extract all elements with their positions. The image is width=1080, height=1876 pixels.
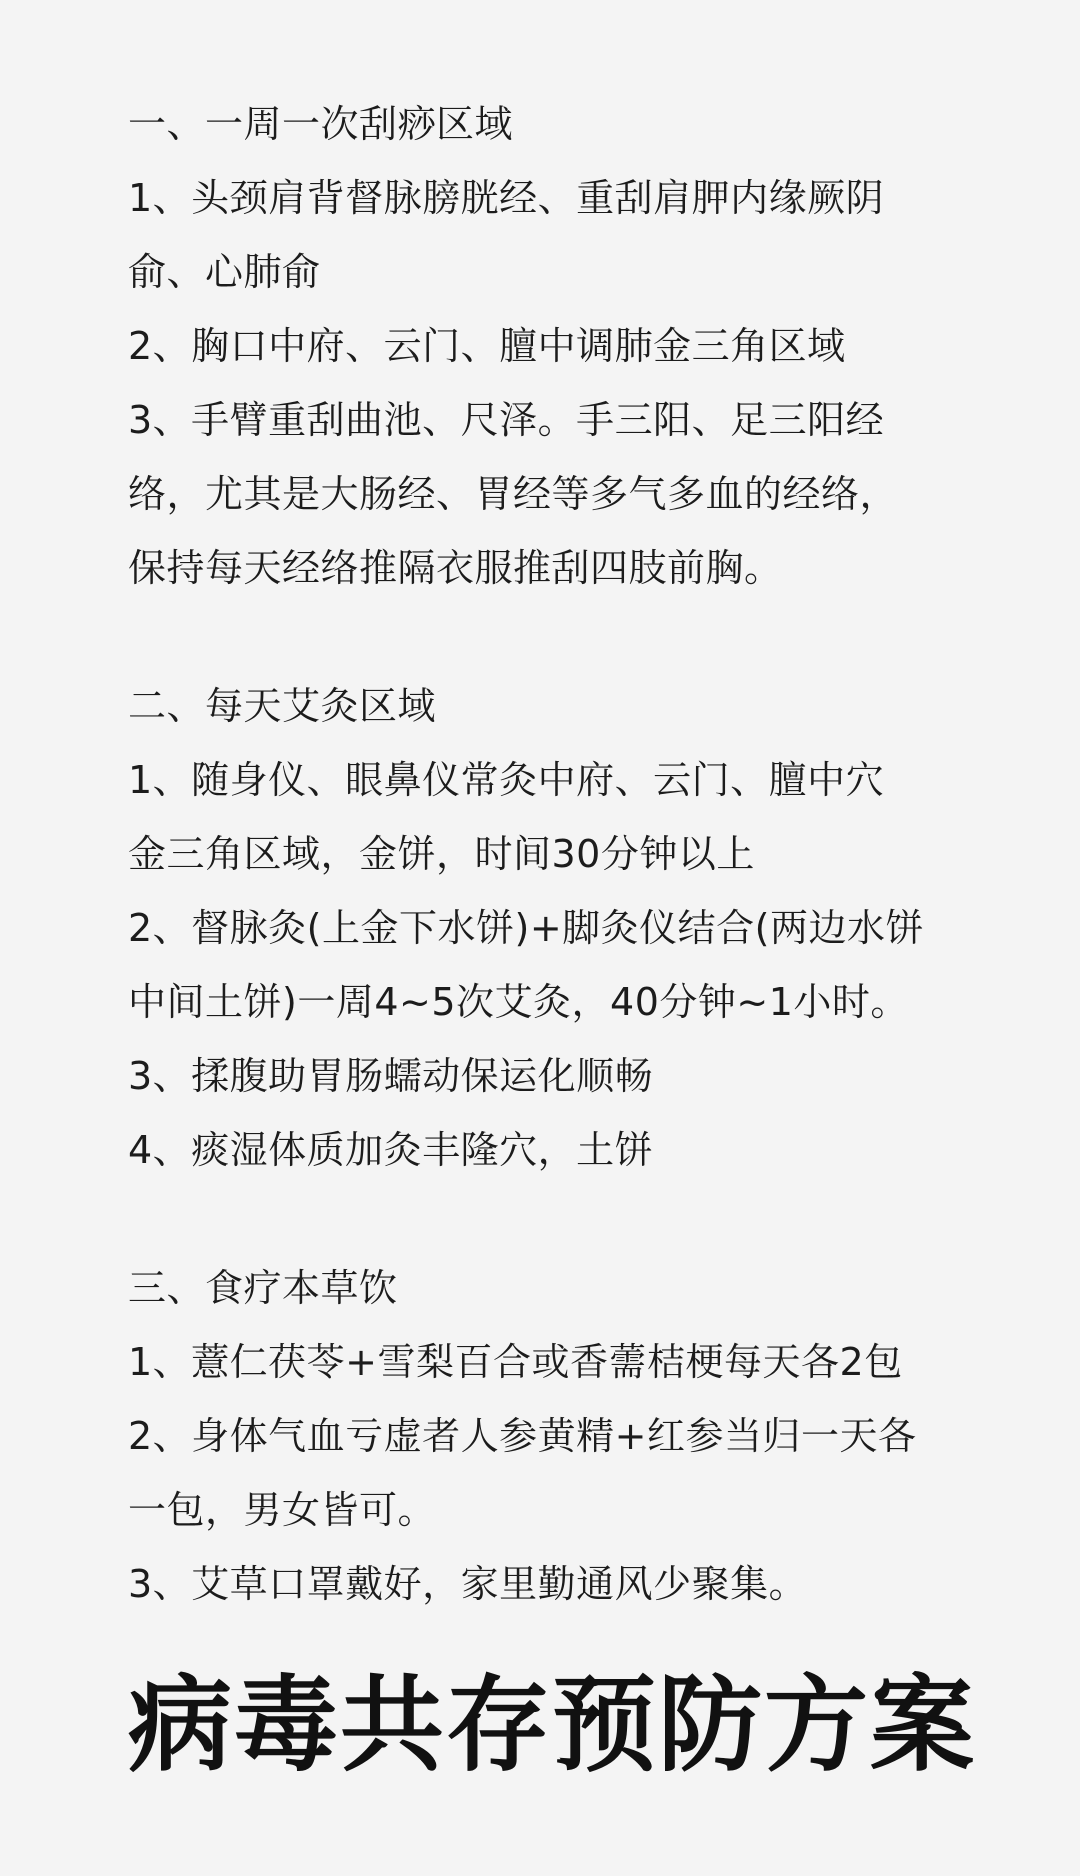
section-line: 3、揉腹助胃肠蠕动保运化顺畅 xyxy=(128,1054,654,1098)
section-scraping xyxy=(128,87,948,605)
section-moxibustion xyxy=(128,669,948,1187)
section-line: 金三角区域，金饼，时间30分钟以上 xyxy=(128,832,755,876)
section-line: 4、痰湿体质加灸丰隆穴，土饼 xyxy=(128,1128,654,1172)
section-line: 3、艾草口罩戴好，家里勤通风少聚集。 xyxy=(128,1562,808,1606)
section-line: 1、随身仪、眼鼻仪常灸中府、云门、膻中穴 xyxy=(128,758,885,802)
section-line: 1、薏仁茯苓+雪梨百合或香薷桔梗每天各2包 xyxy=(128,1340,903,1384)
section-line: 2、胸口中府、云门、膻中调肺金三角区域 xyxy=(128,324,846,368)
section-line: 俞、心肺俞 xyxy=(128,250,321,294)
section-line: 3、手臂重刮曲池、尺泽。手三阳、足三阳经 xyxy=(128,398,885,442)
section-line: 一包，男女皆可。 xyxy=(128,1488,437,1532)
section-heading: 一、一周一次刮痧区域 xyxy=(128,102,514,146)
section-heading: 三、食疗本草饮 xyxy=(128,1266,398,1310)
section-line: 2、身体气血亏虚者人参黄精+红参当归一天各 xyxy=(128,1414,917,1458)
section-line: 保持每天经络推隔衣服推刮四肢前胸。 xyxy=(128,546,783,590)
section-heading: 二、每天艾灸区域 xyxy=(128,684,437,728)
page-title: 病毒共存预防方案 xyxy=(128,1664,977,1786)
section-line: 络，尤其是大肠经、胃经等多气多血的经络， xyxy=(128,472,899,516)
section-line: 1、头颈肩背督脉膀胱经、重刮肩胛内缘厥阴 xyxy=(128,176,885,220)
section-line: 中间土饼)一周4~5次艾灸，40分钟~1小时。 xyxy=(128,980,909,1024)
section-diet-therapy xyxy=(128,1251,948,1621)
section-line: 2、督脉灸(上金下水饼)+脚灸仪结合(两边水饼 xyxy=(128,906,924,950)
